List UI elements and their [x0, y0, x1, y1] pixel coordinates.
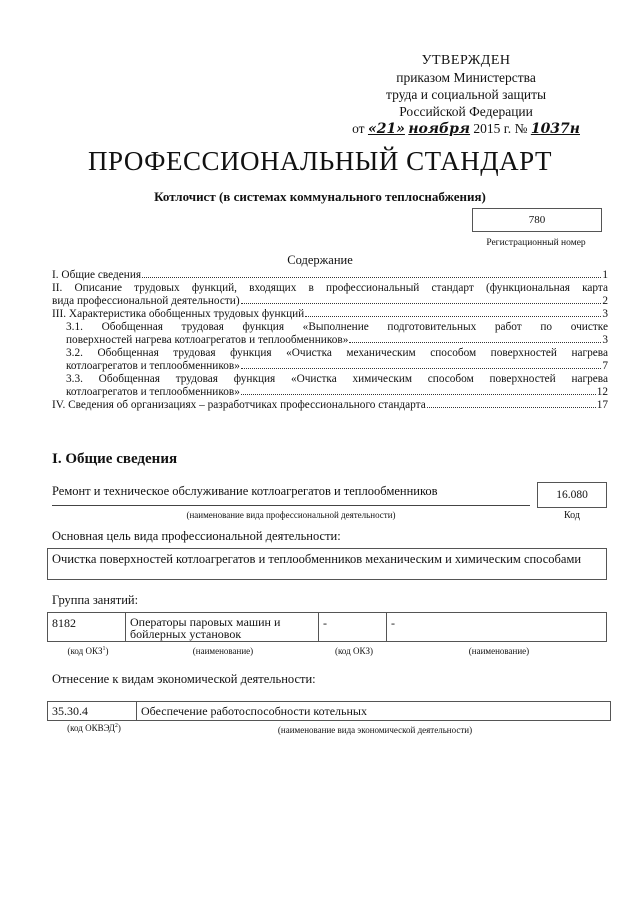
toc-leader — [241, 394, 596, 395]
toc-item[interactable] — [52, 282, 608, 308]
toc-item-label: III. Характеристика обобщенных трудовых функций — [52, 308, 305, 320]
toc-item-label: 3.1. Обобщенная трудовая функция «Выполнение подготовительных работ по очистке — [66, 321, 608, 333]
toc-item-label: 3.3. Обобщенная трудовая функция «Очистка химическим способом поверхностей нагрева — [66, 373, 608, 385]
occupation-name-cell: Операторы паровых машин и бойлерных установок — [126, 612, 319, 642]
toc-page: 3 — [602, 308, 608, 320]
section-heading: I. Общие сведения — [52, 451, 178, 467]
approval-line: Российской Федерации — [399, 104, 533, 119]
date-year: 2015 г. — [473, 121, 512, 136]
okz-code-caption-2: (код ОКЗ) — [335, 646, 373, 656]
occupation-name-caption-2: (наименование) — [468, 646, 530, 656]
occupation-name-caption: (наименование) — [192, 646, 254, 656]
okz-code-cell-2: - — [319, 612, 387, 642]
toc-item[interactable] — [52, 373, 608, 399]
number-label: № — [514, 121, 528, 136]
activity-code: 16.080 — [556, 489, 588, 501]
toc-item-label-cont: поверхностей нагрева котлоагрегатов и теплообменников» — [66, 334, 349, 346]
occupation-name-cell-2: - — [387, 612, 607, 642]
date-month: ноября — [408, 121, 471, 137]
toc-title: Содержание — [287, 253, 353, 267]
date-day: «21» — [367, 121, 405, 137]
code-caption: Код — [564, 510, 580, 521]
okved-code-cell: 35.30.4 — [47, 701, 137, 721]
economic-activity-caption: (наименование вида экономической деятельности) — [277, 725, 473, 735]
toc-page: 17 — [596, 399, 608, 411]
toc-leader — [349, 342, 601, 343]
econ-label: Отнесение к видам экономической деятельности: — [52, 672, 316, 686]
toc-item[interactable] — [52, 308, 608, 321]
okz-code-caption: (код ОКЗ$^1$) — [67, 646, 109, 656]
toc-item[interactable] — [52, 347, 608, 373]
toc-item-label-cont: вида профессиональной деятельности) — [52, 295, 240, 307]
approval-title: УТВЕРЖДЕН — [421, 53, 511, 68]
economic-activity-name-cell: Обеспечение работоспособности котельных — [137, 701, 611, 721]
toc-item[interactable] — [52, 399, 608, 412]
toc-item[interactable] — [52, 269, 608, 282]
toc-leader — [241, 368, 601, 369]
divider — [52, 505, 530, 506]
group-label: Группа занятий: — [52, 593, 139, 607]
approval-block — [352, 52, 580, 138]
goal-box — [47, 548, 607, 580]
toc-leader — [241, 303, 602, 304]
toc-page: 3 — [602, 334, 608, 346]
toc-item[interactable] — [52, 321, 608, 347]
registration-number-box — [472, 208, 602, 232]
toc-page: 2 — [602, 295, 608, 307]
table-of-contents — [52, 269, 608, 412]
registration-label: Регистрационный номер — [486, 238, 586, 248]
toc-item-label-cont: котлоагрегатов и теплообменников» — [66, 360, 240, 372]
activity-caption: (наименование вида профессиональной деятельности) — [186, 510, 396, 520]
toc-leader — [142, 277, 601, 278]
okved-code-caption: (код ОКВЭД$^2$) — [67, 723, 121, 733]
registration-number: 780 — [528, 214, 546, 226]
occupation-group-table — [47, 612, 607, 642]
okz-code-cell: 8182 — [47, 612, 126, 642]
page-title: ПРОФЕССИОНАЛЬНЫЙ СТАНДАРТ — [87, 146, 553, 176]
activity-code-box — [537, 482, 607, 508]
approval-line: приказом Министерства — [396, 70, 536, 85]
toc-item-label: I. Общие сведения — [52, 269, 142, 281]
toc-page: 1 — [602, 269, 608, 281]
toc-page: 7 — [602, 360, 608, 372]
toc-page: 12 — [596, 386, 608, 398]
toc-leader — [427, 407, 596, 408]
economic-activity-table — [47, 701, 611, 721]
page-subtitle: Котлочист (в системах коммунального теплоснабжения) — [154, 189, 486, 204]
order-number: 1037н — [530, 121, 580, 137]
toc-item-label: IV. Сведения об организациях – разработчиках профессионального стандарта — [52, 399, 426, 411]
approval-line: труда и социальной защиты — [386, 87, 547, 102]
goal-text: Очистка поверхностей котлоагрегатов и теплообменников механическим и химическим способами — [52, 552, 582, 566]
toc-item-label: II. Описание трудовых функций, входящих в профессиональный стандарт (функциональная карта — [52, 282, 608, 294]
toc-item-label-cont: котлоагрегатов и теплообменников» — [66, 386, 240, 398]
toc-leader — [305, 316, 601, 317]
goal-label: Основная цель вида профессиональной деятельности: — [52, 529, 341, 543]
toc-item-label: 3.2. Обобщенная трудовая функция «Очистка механическим способом поверхностей нагрева — [66, 347, 608, 359]
approval-date-line — [352, 120, 580, 138]
date-from-label: от — [352, 121, 365, 136]
activity-name: Ремонт и техническое обслуживание котлоагрегатов и теплообменников — [52, 484, 438, 498]
